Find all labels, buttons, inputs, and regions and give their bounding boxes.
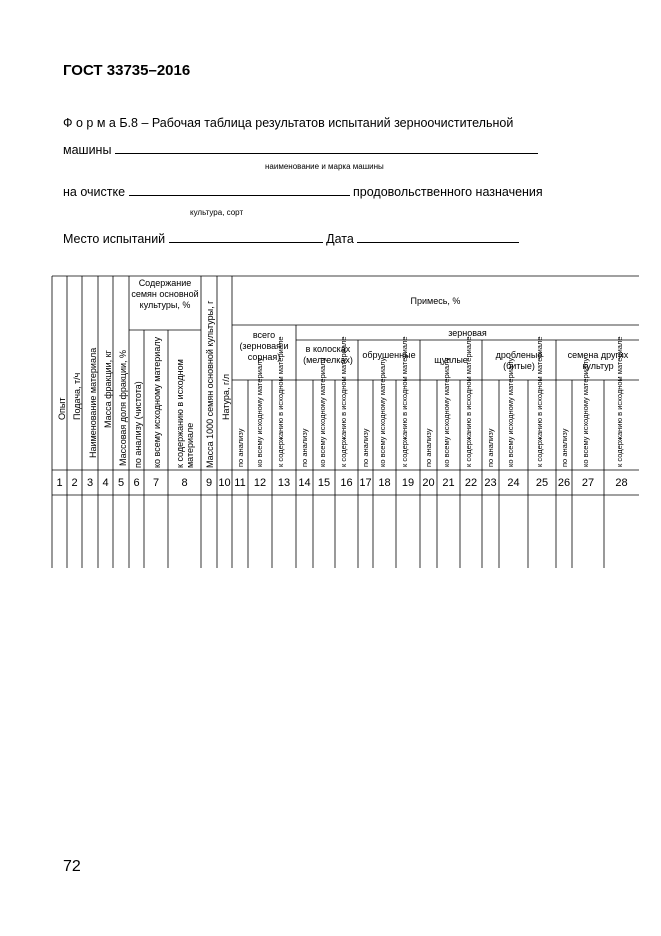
leaf-label: к содержанию в исходном материале — [464, 336, 473, 467]
col-fraction-mass: Масса фракции, кг — [103, 350, 113, 428]
culture-sub-content: к содержанию в исходном материале — [175, 359, 195, 468]
col-material-name: Наименование материала — [88, 347, 98, 458]
col-feed: Подача, т/ч — [72, 372, 82, 420]
machine-caption: наименование и марка машины — [265, 162, 384, 171]
col-natura: Натура, г/л — [221, 374, 231, 420]
grain-sub-broken: дробленые (битые) — [495, 350, 543, 371]
leaf-label: ко всему исходному материалу — [378, 357, 387, 467]
column-number: 28 — [615, 477, 628, 489]
column-number: 22 — [464, 477, 478, 489]
cleaning-suffix: продовольственного назначения — [353, 185, 543, 199]
col-experiment: Опыт — [57, 397, 67, 420]
leaf-label: по анализу — [300, 428, 309, 467]
leaf-label: по анализу — [560, 428, 569, 467]
total-group-header: всего (зерновая и сорная) — [239, 330, 289, 362]
grain-group-header: зерновая — [448, 328, 487, 338]
leaf-label: к содержанию в исходном материале — [276, 336, 285, 467]
column-number: 21 — [442, 477, 455, 489]
column-number: 23 — [484, 477, 497, 489]
column-number: 16 — [340, 477, 353, 489]
impurity-group-header: Примесь, % — [410, 296, 461, 306]
leaf-label: по анализу — [361, 428, 370, 467]
column-number: 1 — [56, 477, 63, 489]
leaf-label: ко всему исходному материалу — [506, 357, 515, 467]
form-title-text: Б.8 – Рабочая таблица результатов испытаний зерноочистительной — [119, 116, 514, 130]
leaf-label: ко всему исходному материалу — [318, 357, 327, 467]
column-number: 19 — [401, 477, 415, 489]
column-number: 27 — [581, 477, 595, 489]
column-number: 15 — [317, 477, 331, 489]
leaf-label: по анализу — [236, 428, 245, 467]
grain-sub-shriveled: щуплые — [434, 355, 468, 365]
leaf-label: к содержанию в исходном материале — [535, 336, 544, 467]
culture-sub-total: ко всему исходному материалу — [152, 336, 162, 468]
leaf-label: к содержанию в исходном материале — [339, 336, 348, 467]
column-number: 6 — [133, 477, 140, 489]
document-code: ГОСТ 33735–2016 — [63, 62, 191, 79]
grain-sub-hulled: обрушенные — [362, 350, 416, 360]
culture-sub-analysis: по анализу (чистота) — [133, 381, 143, 468]
crop-caption: культура, сорт — [190, 208, 244, 217]
column-number: 2 — [71, 477, 78, 489]
culture-group-header: Содержание семян основной культуры, % — [131, 278, 199, 310]
grain-sub-ears: в колосках (мелтелках) — [303, 344, 353, 365]
column-number: 20 — [422, 477, 435, 489]
column-number: 3 — [86, 477, 94, 489]
column-number: 24 — [507, 477, 520, 489]
column-number: 8 — [181, 477, 188, 489]
leaf-label: ко всему исходному материалу — [442, 357, 451, 467]
column-number: 13 — [277, 477, 291, 489]
leaf-label: к содержанию в исходном материале — [400, 336, 409, 467]
page-number: 72 — [63, 858, 81, 875]
column-number: 26 — [557, 477, 571, 489]
date-label: Дата — [326, 232, 354, 246]
place-label: Место испытаний — [63, 232, 166, 246]
column-number: 18 — [378, 477, 391, 489]
column-number: 14 — [298, 477, 311, 489]
leaf-label: ко всему исходному материалу — [581, 357, 590, 467]
col-fraction-share: Массовая доля фракции, % — [118, 349, 128, 466]
form-title-prefix: Ф о р м а — [63, 116, 116, 130]
column-number: 17 — [359, 477, 372, 489]
column-number: 9 — [205, 477, 213, 489]
cleaning-prefix: на очистке — [63, 185, 126, 199]
column-number: 10 — [218, 477, 231, 489]
column-number: 5 — [117, 477, 125, 489]
column-number: 4 — [102, 477, 109, 489]
column-number: 7 — [152, 477, 160, 489]
leaf-label: по анализу — [486, 428, 495, 467]
column-number: 25 — [535, 477, 549, 489]
leaf-label: к содержанию в исходном материале — [615, 336, 624, 467]
column-number: 12 — [253, 477, 267, 489]
column-number: 11 — [234, 477, 246, 489]
leaf-label: ко всему исходному материалу — [255, 357, 264, 467]
col-mass-1000: Масса 1000 семян основной культуры, г — [205, 300, 215, 468]
machine-label: машины — [63, 143, 112, 157]
grain-sub-other-seeds: семена других культур — [567, 350, 629, 371]
leaf-label: по анализу — [424, 428, 433, 467]
